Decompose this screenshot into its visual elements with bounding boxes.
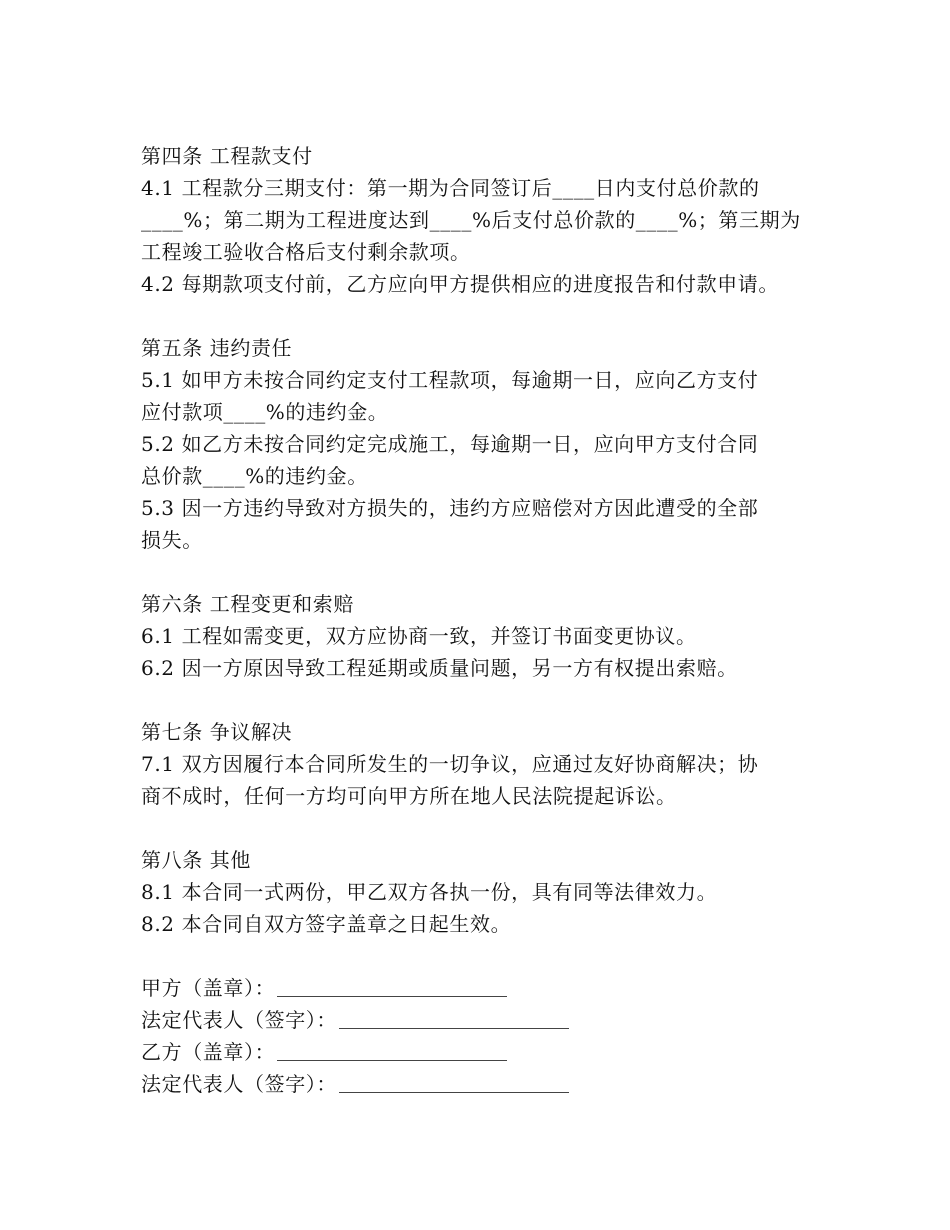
section-title: 第六条 工程变更和索赔 <box>141 592 354 616</box>
section-spacer <box>141 556 841 588</box>
clause-line: 8.1 本合同一式两份，甲乙双方各执一份，具有同等法律效力。 <box>141 880 718 904</box>
clause-line: 8.2 本合同自双方签字盖章之日起生效。 <box>141 912 512 936</box>
signature-block <box>141 972 841 1100</box>
clause-line: 6.1 工程如需变更，双方应协商一致，并签订书面变更协议。 <box>141 624 697 648</box>
clause-line: 4.2 每期款项支付前，乙方应向甲方提供相应的进度报告和付款申请。 <box>141 272 779 296</box>
section-spacer <box>141 684 841 716</box>
section-article-8 <box>141 844 841 940</box>
section-article-6 <box>141 588 841 684</box>
section-spacer <box>141 300 841 332</box>
clause-line: 应付款项____%的违约金。 <box>141 400 389 424</box>
section-title: 第五条 违约责任 <box>141 336 293 360</box>
section-title: 第四条 工程款支付 <box>141 144 313 168</box>
signature-blank <box>339 1006 569 1029</box>
clause-line: ____%；第二期为工程进度达到____%后支付总价款的____%；第三期为 <box>141 208 801 232</box>
signature-row-party-a-rep <box>141 1004 841 1036</box>
clause-line: 5.2 如乙方未按合同约定完成施工，每逾期一日，应向甲方支付合同 <box>141 432 759 456</box>
section-article-5 <box>141 332 841 556</box>
section-article-7 <box>141 716 841 812</box>
section-spacer <box>141 940 841 972</box>
signature-label: 甲方（盖章）： <box>141 976 276 1000</box>
signature-blank <box>277 974 507 997</box>
section-spacer <box>141 812 841 844</box>
clause-line: 5.3 因一方违约导致对方损失的，违约方应赔偿对方因此遭受的全部 <box>141 496 759 520</box>
signature-row-party-a-seal <box>141 972 841 1004</box>
signature-label: 法定代表人（签字）： <box>141 1072 337 1096</box>
signature-row-party-b-rep <box>141 1068 841 1100</box>
clause-line: 总价款____%的违约金。 <box>141 464 368 488</box>
signature-label: 乙方（盖章）： <box>141 1040 276 1064</box>
clause-line: 5.1 如甲方未按合同约定支付工程款项，每逾期一日，应向乙方支付 <box>141 368 759 392</box>
clause-line: 7.1 双方因履行本合同所发生的一切争议，应通过友好协商解决；协 <box>141 752 759 776</box>
section-title: 第八条 其他 <box>141 848 251 872</box>
signature-blank <box>339 1070 569 1093</box>
section-title: 第七条 争议解决 <box>141 720 293 744</box>
signature-row-party-b-seal <box>141 1036 841 1068</box>
clause-line: 4.1 工程款分三期支付：第一期为合同签订后____日内支付总价款的 <box>141 176 760 200</box>
contract-page <box>141 140 841 1100</box>
signature-label: 法定代表人（签字）： <box>141 1008 337 1032</box>
signature-blank <box>277 1038 507 1061</box>
clause-line: 6.2 因一方原因导致工程延期或质量问题，另一方有权提出索赔。 <box>141 656 738 680</box>
clause-line: 商不成时，任何一方均可向甲方所在地人民法院提起诉讼。 <box>141 784 677 808</box>
clause-line: 损失。 <box>141 528 203 552</box>
clause-line: 工程竣工验收合格后支付剩余款项。 <box>141 240 471 264</box>
section-article-4 <box>141 140 841 300</box>
